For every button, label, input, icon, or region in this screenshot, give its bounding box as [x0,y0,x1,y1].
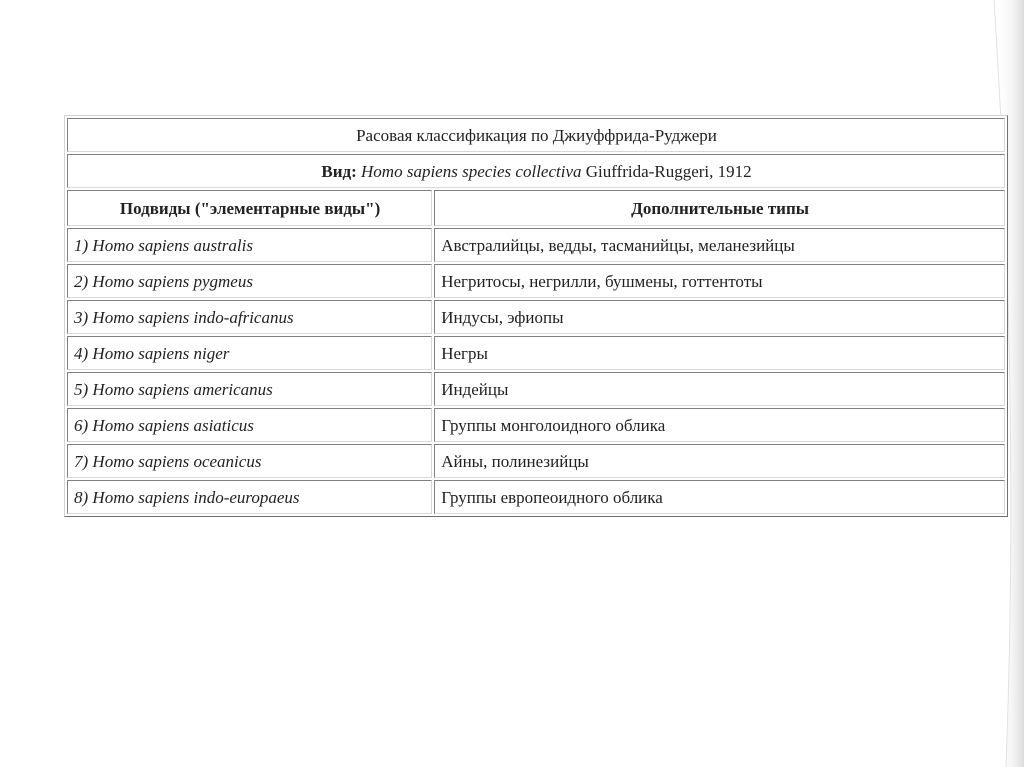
types-cell: Айны, полинезийцы [434,444,1005,478]
table-row [67,228,1005,262]
subspecies-cell: 8) Homo sapiens indo-europaeus [67,480,432,514]
table-row [67,336,1005,370]
species-cell [67,154,1005,188]
classification-table [64,115,1008,517]
species-name: Homo sapiens species collectiva [361,162,582,181]
table-row [67,300,1005,334]
types-cell: Австралийцы, ведды, тасманийцы, меланезийцы [434,228,1005,262]
species-label: Вид: [321,162,357,181]
types-cell: Негры [434,336,1005,370]
subspecies-cell: 6) Homo sapiens asiaticus [67,408,432,442]
species-row [67,154,1005,188]
table-row [67,264,1005,298]
subspecies-cell: 4) Homo sapiens niger [67,336,432,370]
subspecies-cell: 1) Homo sapiens australis [67,228,432,262]
table-row [67,372,1005,406]
types-cell: Индусы, эфиопы [434,300,1005,334]
header-row [67,190,1005,226]
types-cell: Негритосы, негрилли, бушмены, готтентоты [434,264,1005,298]
subspecies-cell: 2) Homo sapiens pygmeus [67,264,432,298]
subspecies-cell: 3) Homo sapiens indo-africanus [67,300,432,334]
types-cell: Группы монголоидного облика [434,408,1005,442]
types-cell: Индейцы [434,372,1005,406]
species-author: Giuffrida-Ruggeri, 1912 [585,162,752,181]
classification-table-container [64,115,1008,517]
types-cell: Группы европеоидного облика [434,480,1005,514]
subspecies-cell: 7) Homo sapiens oceanicus [67,444,432,478]
table-row [67,408,1005,442]
table-title: Расовая классификация по Джиуффрида-Руджери [67,118,1005,152]
table-row [67,480,1005,514]
subspecies-cell: 5) Homo sapiens americanus [67,372,432,406]
table-title-row [67,118,1005,152]
table-row [67,444,1005,478]
header-subspecies: Подвиды ("элементарные виды") [67,190,432,226]
header-types: Дополнительные типы [434,190,1005,226]
